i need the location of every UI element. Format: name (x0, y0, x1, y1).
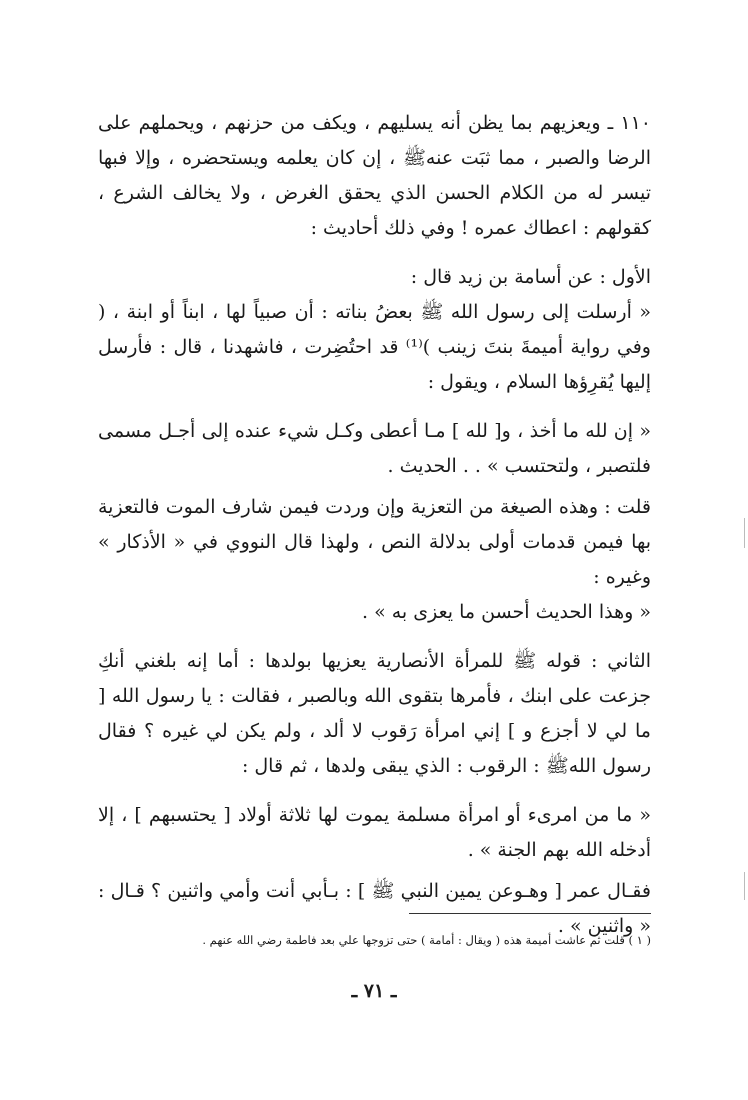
paragraph-first-hadith-intro: الأول : عن أسامة بن زيد قال : (410, 266, 651, 288)
paragraph-second-hadith-quote: « ما من امرىء أو امرأة مسلمة يموت لها ثلاثة أولاد [ يحتسبهم ] ، إلا أدخله الله بهم الجنة » . (98, 804, 651, 861)
scan-edge-mark (744, 872, 745, 900)
page-number: ـ ٧١ ـ (351, 980, 397, 1002)
paragraph-110: ١١٠ ـ ويعزيهم بما يظن أنه يسليهم ، ويكف من حزنهم ، ويحملهم على الرضا والصبر ، مما ثبَت عنهﷺ ، إن كان يعلمه ويستحضره ، وإلا فبها تيسر له من الكلام الحسن الذي يحقق الغرض ، ولا يخالف الشرع ، كقولهم : اعطاك عمره ! وفي ذلك أحاديث : (98, 112, 651, 239)
paragraph-nawawi-quote: « وهذا الحديث أحسن ما يعزى به » . (362, 601, 651, 623)
paragraph-second-hadith: الثاني : قوله ﷺ للمرأة الأنصارية يعزيها بولدها : أما إنه بلغني أنكِ جزعت على ابنك ، فأمرها بتقوى الله وبالصبر ، فقالت : يا رسول الله [ ما لي لا أجزع و ] إني امرأة رَقوب لا ألد ، ولم يكن لي غيره ؟ فقال رسول اللهﷺ : الرقوب : الذي يبقى ولدها ، ثم قال : (98, 650, 651, 777)
paragraph-first-hadith: « أرسلت إلى رسول الله ﷺ بعضُ بناته : أن صبياً لها ، ابناً أو ابنة ، ( وفي رواية أميمةَ بنتَ زينب )⁽¹⁾ قد احتُضِرت ، فاشهدنا ، قال : فأرسل إليها يُقرِؤها السلام ، ويقول : (98, 301, 651, 393)
paragraph-hadith-quote: « إن لله ما أخذ ، و[ لله ] مـا أعطى وكـل شيء عنده إلى أجـل مسمى فلتصبر ، ولتحتسب » . . الحديث . (98, 420, 651, 477)
footnote-divider (409, 913, 651, 914)
footnote: ( ١ ) قلت ثم عاشت أميمة هذه ( ويقال : أمامة ) حتى تزوجها علي بعد فاطمة رضي الله عنهم . (202, 933, 651, 947)
paragraph-author-note: قلت : وهذه الصيغة من التعزية وإن وردت فيمن شارف الموت فالتعزية بها فيمن قدمات أولى بدلالة النص ، ولهذا قال النووي في « الأذكار » وغيره : (98, 496, 651, 588)
page-body (98, 106, 651, 944)
scan-edge-mark (744, 518, 745, 548)
paragraph-umar-question: فقـال عمر [ وهـوعن يمين النبي ﷺ ] : بـأبي أنت وأمي واثنين ؟ قـال : « واثنين » . (98, 880, 651, 937)
